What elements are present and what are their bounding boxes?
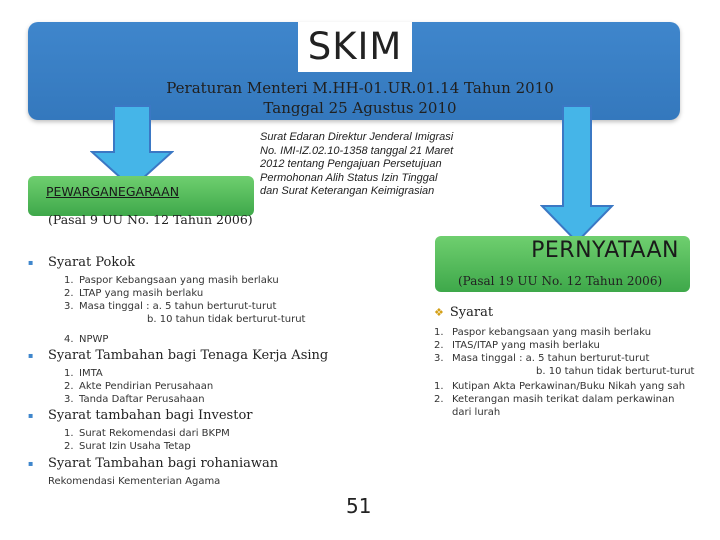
pewarganegaraan-ref: (Pasal 9 UU No. 12 Tahun 2006) bbox=[48, 212, 253, 227]
list-item-continuation: b. 10 tahun tidak berturut-turut bbox=[147, 314, 306, 325]
regulation-subtitle bbox=[130, 78, 590, 118]
page-number: 51 bbox=[346, 494, 372, 518]
pernyataan-syarat-list bbox=[420, 326, 710, 365]
list-item: 2. LTAP yang masih berlaku bbox=[64, 288, 204, 299]
subtitle-line-1: Peraturan Menteri M.HH-01.UR.01.14 Tahun 2010 bbox=[166, 79, 554, 97]
list-item: 3. Masa tinggal : a. 5 tahun berturut-turut bbox=[64, 301, 277, 312]
rohaniawan-requirement: Rekomendasi Kementerian Agama bbox=[48, 476, 221, 487]
diamond-bullet-icon: ❖ bbox=[434, 306, 444, 319]
pernyataan-title: PERNYATAAN bbox=[531, 238, 679, 263]
list-item: 3. Tanda Daftar Perusahaan bbox=[64, 394, 205, 405]
section-heading: ▪ Syarat Tambahan bagi Tenaga Kerja Asing bbox=[28, 347, 358, 365]
list-item: 2. ITAS/ITAP yang masih berlaku bbox=[434, 340, 600, 351]
list-item-continuation: b. 10 tahun tidak berturut-turut bbox=[536, 366, 695, 377]
list-item: 1. IMTA bbox=[64, 368, 103, 379]
list-item: 2. Keterangan masih terikat dalam perkawinan bbox=[434, 394, 675, 405]
surat-line: dan Surat Keterangan Keimigrasian bbox=[260, 185, 435, 198]
surat-edaran-note bbox=[260, 131, 496, 199]
list-item: 2. Surat Izin Usaha Tetap bbox=[64, 441, 191, 452]
subtitle-line-2: Tanggal 25 Agustus 2010 bbox=[263, 99, 457, 117]
list-item: 1. Paspor kebangsaan yang masih berlaku bbox=[434, 327, 652, 338]
pewarganegaraan-label: PEWARGANEGARAAN bbox=[46, 184, 180, 199]
syarat-pokok-list-extra bbox=[28, 333, 358, 346]
pernyataan-ref: (Pasal 19 UU No. 12 Tahun 2006) bbox=[458, 274, 663, 288]
pernyataan-syarat-list-2 bbox=[420, 380, 710, 406]
surat-line: 2012 tentang Pengajuan Persetujuan bbox=[260, 158, 442, 171]
section-heading: ▪ Syarat tambahan bagi Investor bbox=[28, 407, 358, 425]
pewarganegaraan-requirements bbox=[28, 252, 358, 487]
surat-line: Permohonan Alih Status Izin Tinggal bbox=[260, 171, 438, 184]
section-heading: ▪ Syarat Pokok bbox=[28, 254, 358, 272]
right-down-arrow bbox=[540, 104, 614, 244]
syarat-investor-list bbox=[28, 427, 358, 453]
section-heading: ▪ Syarat Tambahan bagi rohaniawan bbox=[28, 455, 358, 473]
list-item: 3. Masa tinggal : a. 5 tahun berturut-turut bbox=[434, 353, 650, 364]
list-item-continuation: dari lurah bbox=[452, 407, 501, 418]
syarat-tka-list bbox=[28, 367, 358, 406]
surat-line: Surat Edaran Direktur Jenderal Imigrasi bbox=[260, 131, 454, 143]
list-item: 1. Paspor Kebangsaan yang masih berlaku bbox=[64, 275, 279, 286]
list-item: 2. Akte Pendirian Perusahaan bbox=[64, 381, 214, 392]
page-title: SKIM bbox=[298, 22, 412, 72]
surat-line: No. IMI-IZ.02.10-1358 tanggal 21 Maret bbox=[260, 144, 454, 157]
list-item: 1. Kutipan Akta Perkawinan/Buku Nikah yang sah bbox=[434, 381, 686, 392]
pernyataan-requirements bbox=[420, 304, 710, 419]
syarat-heading: ❖ Syarat bbox=[434, 305, 494, 320]
list-item: 4. NPWP bbox=[64, 334, 109, 345]
list-item: 1. Surat Rekomendasi dari BKPM bbox=[64, 428, 230, 439]
syarat-pokok-list bbox=[28, 274, 358, 313]
